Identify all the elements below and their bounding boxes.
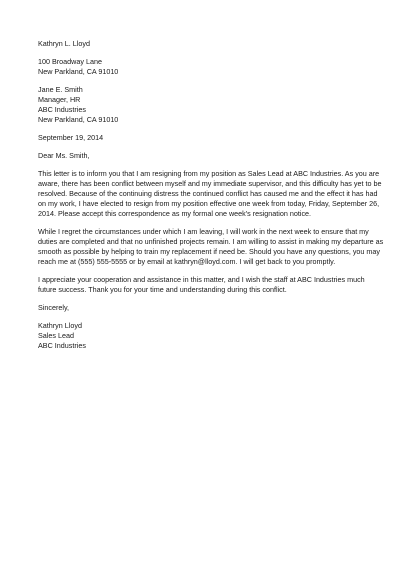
recipient-name: Jane E. Smith [38, 85, 83, 94]
sender-city: New Parkland, CA 91010 [38, 67, 119, 76]
paragraph-line: future success. Thank you for your time and understanding during this conflict. [38, 285, 287, 294]
signature-name: Kathryn Lloyd [38, 321, 82, 330]
paragraph-line: resolved. Because of the continuing distress the continued conflict has caused me and the effect it has had [38, 189, 378, 198]
paragraph-resignation [38, 169, 382, 219]
paragraph-line: I appreciate your cooperation and assistance in this matter, and I wish the staff at ABC Industries much [38, 275, 365, 284]
paragraph-line: on my work, I have elected to resign from my position effective one week from today, Friday, September 26, [38, 199, 380, 208]
letter-body [38, 39, 384, 351]
signature-company: ABC Industries [38, 341, 86, 350]
sender-name: Kathryn L. Lloyd [38, 39, 90, 48]
salutation: Dear Ms. Smith, [38, 151, 90, 160]
paragraph-line: 2014. Please accept this correspondence as my formal one week's resignation notice. [38, 209, 312, 218]
paragraph-line: smooth as possible by helping to train my replacement if need be. Should you have any questions, you may [38, 247, 381, 256]
paragraph-line: While I regret the circumstances under which I am leaving, I will work in the next week to ensure that my [38, 227, 369, 236]
recipient-city: New Parkland, CA 91010 [38, 115, 119, 124]
paragraph-line: aware, there has been conflict between myself and my immediate supervisor, and this difficulty has yet to be [38, 179, 382, 188]
paragraph-line: This letter is to inform you that I am resigning from my position as Sales Lead at ABC Industries. As you are [38, 169, 380, 178]
recipient-title: Manager, HR [38, 95, 81, 104]
sender-address [38, 39, 368, 77]
paragraph-line: reach me at (555) 555-5555 or by email at kathryn@lloyd.com. I will get back to you promptly. [38, 257, 336, 266]
signature-block [38, 321, 368, 351]
paragraph-transition [38, 227, 384, 267]
paragraph-appreciation [38, 275, 368, 295]
sender-street: 100 Broadway Lane [38, 57, 102, 66]
recipient-company: ABC Industries [38, 105, 86, 114]
closing: Sincerely, [38, 303, 70, 312]
paragraph-line: duties are completed and that no unfinished projects remain. I am willing to assist in making my departure as [38, 237, 384, 246]
signature-title: Sales Lead [38, 331, 74, 340]
recipient-address [38, 85, 368, 125]
letter-date: September 19, 2014 [38, 133, 104, 142]
